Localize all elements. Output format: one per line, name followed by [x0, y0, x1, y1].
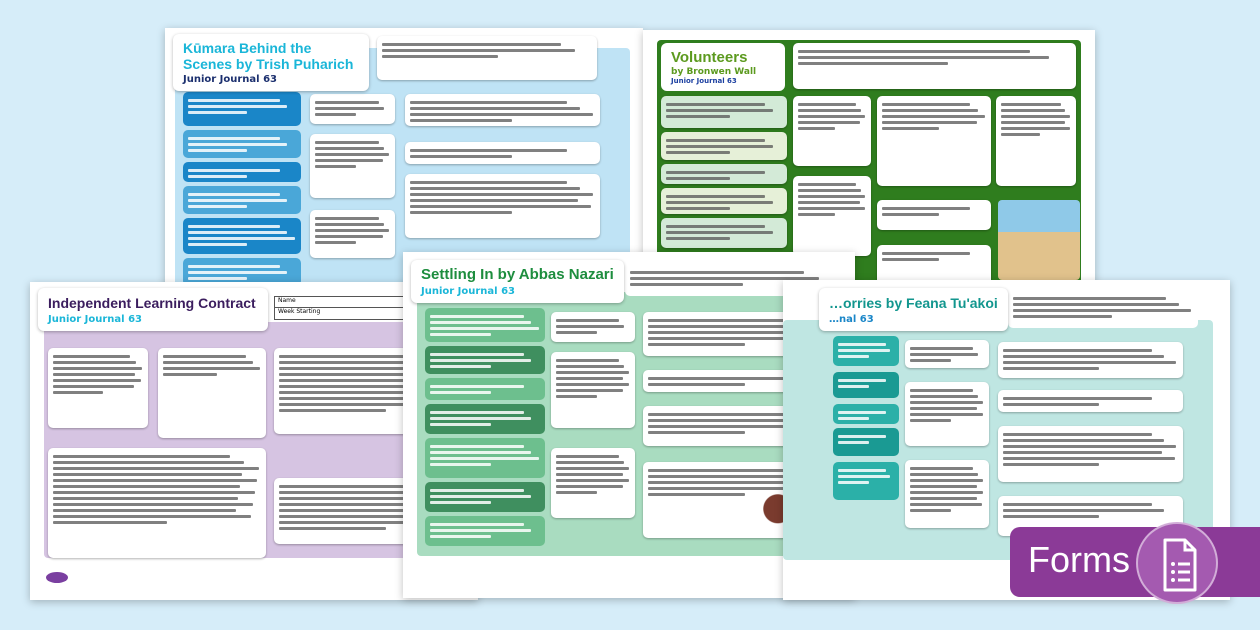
text-line: [910, 467, 973, 470]
text-line: [666, 225, 765, 228]
text-line: [188, 169, 280, 172]
worksheet-subtitle: Junior Journal 63: [671, 77, 737, 85]
worksheet-title: Kūmara Behind the Scenes by Trish Puharich: [183, 40, 354, 72]
text-line: [1001, 127, 1070, 130]
text-line: [1001, 109, 1065, 112]
text-line: [163, 355, 246, 358]
text-line: [910, 491, 983, 494]
text-line: [430, 423, 491, 426]
activity-card: [998, 426, 1183, 482]
activity-card: [996, 96, 1076, 186]
text-line: [315, 153, 389, 156]
text-line: [315, 229, 389, 232]
strategy-card: [833, 336, 899, 366]
text-line: [410, 155, 512, 158]
text-line: [188, 143, 287, 146]
text-line: [556, 461, 624, 464]
text-line: [430, 321, 531, 324]
worksheet-kumara: [165, 28, 643, 290]
text-line: [188, 199, 287, 202]
text-line: [163, 361, 253, 364]
text-line: [188, 205, 247, 208]
text-line: [1003, 463, 1099, 466]
text-line: [910, 503, 982, 506]
text-line: [648, 413, 798, 416]
text-line: [798, 183, 856, 186]
text-line: [556, 331, 597, 334]
activity-card: [793, 96, 871, 166]
text-line: [882, 207, 970, 210]
text-line: [53, 497, 238, 500]
text-line: [648, 469, 798, 472]
text-line: [410, 119, 512, 122]
worksheet-byline: by Bronwen Wall: [671, 67, 757, 77]
text-line: [430, 457, 539, 460]
text-line: [666, 237, 730, 240]
text-line: [410, 101, 567, 104]
text-line: [430, 353, 524, 356]
text-line: [410, 205, 591, 208]
activity-card: [405, 142, 600, 164]
text-line: [315, 217, 379, 220]
activity-card: [905, 340, 989, 368]
text-line: [556, 325, 624, 328]
text-line: [556, 371, 629, 374]
text-line: [1001, 133, 1040, 136]
text-line: [188, 105, 287, 108]
worksheet-title: Volunteers: [671, 49, 748, 66]
text-line: [882, 103, 970, 106]
text-line: [188, 175, 247, 178]
text-line: [1003, 457, 1175, 460]
text-line: [410, 211, 512, 214]
instructions: [377, 36, 597, 80]
text-line: [1001, 103, 1061, 106]
text-line: [882, 127, 939, 130]
text-line: [53, 367, 142, 370]
text-line: [1003, 367, 1099, 370]
forms-label: Forms: [1028, 539, 1130, 580]
activity-card: [310, 94, 395, 124]
activity-card: [405, 174, 600, 238]
worksheet-subtitle: …nal 63: [829, 314, 874, 325]
text-line: [1003, 515, 1099, 518]
worksheet-title: Independent Learning Contract: [48, 295, 256, 311]
text-line: [188, 111, 247, 114]
title-box: [819, 288, 1008, 331]
text-line: [666, 231, 773, 234]
strategy-card: [425, 308, 545, 342]
text-line: [838, 355, 869, 358]
text-line: [1003, 439, 1164, 442]
activity-card: [905, 460, 989, 528]
text-line: [1003, 355, 1164, 358]
strategy-card: [183, 186, 301, 214]
text-line: [315, 165, 356, 168]
text-line: [910, 485, 977, 488]
text-line: [430, 333, 491, 336]
text-line: [666, 139, 765, 142]
text-line: [430, 327, 539, 330]
text-line: [1003, 451, 1162, 454]
text-line: [188, 193, 280, 196]
text-line: [798, 213, 835, 216]
text-line: [430, 411, 524, 414]
text-line: [838, 469, 886, 472]
text-line: [556, 485, 623, 488]
activity-card: [158, 348, 266, 438]
text-line: [279, 409, 386, 412]
strategy-card: [661, 188, 787, 214]
text-line: [53, 473, 242, 476]
text-line: [798, 109, 861, 112]
text-line: [410, 149, 567, 152]
text-line: [556, 467, 629, 470]
text-line: [798, 201, 860, 204]
text-line: [188, 149, 247, 152]
text-line: [910, 407, 977, 410]
activity-card: [905, 382, 989, 446]
text-line: [666, 109, 773, 112]
text-line: [556, 359, 619, 362]
text-line: [838, 411, 886, 414]
strategy-card: [425, 378, 545, 400]
strategy-card: [661, 96, 787, 128]
text-line: [53, 515, 251, 518]
strategy-card: [183, 218, 301, 254]
text-line: [430, 489, 524, 492]
text-line: [910, 353, 978, 356]
text-line: [382, 43, 561, 46]
activity-card: [877, 96, 991, 186]
text-line: [315, 101, 379, 104]
text-line: [410, 113, 593, 116]
text-line: [430, 417, 531, 420]
text-line: [1013, 303, 1179, 306]
text-line: [382, 49, 575, 52]
text-line: [666, 177, 730, 180]
text-line: [315, 241, 356, 244]
text-line: [910, 389, 973, 392]
text-line: [163, 373, 217, 376]
activity-card: [877, 200, 991, 230]
text-line: [53, 503, 253, 506]
activity-card: [310, 134, 395, 198]
text-line: [430, 391, 491, 394]
strategy-card: [425, 346, 545, 374]
text-line: [188, 265, 280, 268]
text-line: [556, 491, 597, 494]
activity-card: [998, 342, 1183, 378]
text-line: [838, 385, 869, 388]
activity-card: [551, 352, 635, 428]
activity-card: [48, 348, 148, 428]
text-line: [188, 271, 287, 274]
text-line: [910, 359, 951, 362]
text-line: [798, 103, 856, 106]
worksheet-title: Settling In by Abbas Nazari: [421, 266, 614, 283]
text-line: [382, 55, 498, 58]
text-line: [53, 467, 259, 470]
text-line: [315, 159, 383, 162]
text-line: [666, 195, 765, 198]
text-line: [53, 385, 134, 388]
strategy-card: [661, 132, 787, 160]
text-line: [666, 151, 730, 154]
text-line: [556, 377, 623, 380]
text-line: [430, 445, 524, 448]
text-line: [315, 107, 384, 110]
text-line: [910, 413, 983, 416]
beach-illustration: [998, 200, 1080, 280]
text-line: [556, 455, 619, 458]
text-line: [315, 223, 384, 226]
text-line: [410, 193, 593, 196]
text-line: [1003, 361, 1176, 364]
strategy-card: [661, 218, 787, 248]
text-line: [666, 103, 765, 106]
title-box: [173, 34, 369, 91]
text-line: [882, 213, 939, 216]
forms-badge[interactable]: [1010, 527, 1260, 597]
text-line: [430, 523, 524, 526]
text-line: [910, 419, 951, 422]
worksheet-volunteers: [643, 30, 1095, 286]
text-line: [53, 373, 135, 376]
activity-card: [310, 210, 395, 258]
text-line: [279, 527, 386, 530]
text-line: [798, 207, 865, 210]
text-line: [53, 361, 136, 364]
text-line: [798, 50, 1030, 53]
strategy-card: [833, 404, 899, 424]
text-line: [188, 99, 280, 102]
text-line: [910, 509, 951, 512]
text-line: [556, 395, 597, 398]
text-line: [882, 121, 977, 124]
text-line: [188, 231, 287, 234]
text-line: [188, 225, 280, 228]
name-label: Name: [278, 297, 296, 304]
text-line: [315, 147, 384, 150]
worksheet-title: …orries by Feana Tu'akoi: [829, 295, 998, 311]
text-line: [666, 171, 765, 174]
text-line: [838, 349, 890, 352]
text-line: [430, 315, 524, 318]
twinkl-logo: [46, 572, 68, 583]
text-line: [838, 441, 869, 444]
text-line: [798, 127, 835, 130]
text-line: [163, 367, 260, 370]
text-line: [430, 451, 531, 454]
text-line: [556, 383, 629, 386]
text-line: [430, 501, 491, 504]
text-line: [556, 389, 623, 392]
text-line: [410, 107, 580, 110]
text-line: [882, 252, 970, 255]
instructions: [793, 43, 1076, 89]
strategy-card: [425, 482, 545, 512]
text-line: [648, 493, 745, 496]
text-line: [1013, 315, 1112, 318]
activity-card: [793, 176, 871, 256]
strategy-card: [833, 428, 899, 456]
text-line: [556, 479, 629, 482]
text-line: [556, 365, 624, 368]
text-line: [53, 455, 230, 458]
text-line: [910, 497, 977, 500]
activity-card: [998, 390, 1183, 412]
text-line: [1013, 297, 1166, 300]
text-line: [315, 113, 356, 116]
text-line: [648, 319, 798, 322]
activity-card: [551, 312, 635, 342]
text-line: [53, 485, 240, 488]
text-line: [188, 243, 247, 246]
form-document-icon: [1136, 522, 1218, 604]
text-line: [910, 473, 978, 476]
text-line: [882, 109, 978, 112]
text-line: [630, 271, 804, 274]
text-line: [430, 463, 491, 466]
text-line: [1003, 503, 1152, 506]
title-box: [661, 43, 785, 91]
strategy-card: [183, 162, 301, 182]
text-line: [838, 481, 869, 484]
text-line: [1003, 397, 1152, 400]
strategy-card: [661, 164, 787, 184]
text-line: [53, 491, 255, 494]
strategy-card: [183, 92, 301, 126]
text-line: [53, 379, 141, 382]
text-line: [188, 277, 247, 280]
text-line: [410, 187, 580, 190]
title-box: [38, 288, 268, 331]
text-line: [910, 395, 978, 398]
text-line: [188, 137, 280, 140]
text-line: [556, 319, 619, 322]
text-line: [630, 283, 743, 286]
activity-card: [551, 448, 635, 518]
strategy-card: [425, 516, 545, 546]
text-line: [798, 56, 1049, 59]
activity-card: [877, 245, 991, 285]
text-line: [798, 195, 865, 198]
text-line: [910, 401, 983, 404]
text-line: [798, 121, 860, 124]
text-line: [882, 258, 939, 261]
worksheet-subtitle: Junior Journal 63: [48, 314, 143, 325]
strategy-card: [833, 462, 899, 500]
activity-card: [405, 94, 600, 126]
text-line: [798, 189, 861, 192]
text-line: [556, 473, 623, 476]
instructions: [1008, 290, 1198, 328]
title-box: [411, 260, 624, 303]
text-line: [430, 359, 531, 362]
week-label: Week Starting: [278, 308, 321, 315]
text-line: [666, 201, 773, 204]
text-line: [430, 495, 531, 498]
text-line: [315, 235, 383, 238]
text-line: [1003, 433, 1152, 436]
text-line: [648, 343, 745, 346]
strategy-card: [425, 404, 545, 434]
text-line: [315, 141, 379, 144]
text-line: [666, 115, 730, 118]
text-line: [666, 145, 773, 148]
text-line: [910, 479, 983, 482]
text-line: [838, 417, 869, 420]
text-line: [410, 199, 578, 202]
worksheet-subtitle: Junior Journal 63: [183, 74, 278, 85]
text-line: [798, 62, 948, 65]
text-line: [838, 435, 886, 438]
text-line: [1001, 121, 1065, 124]
text-line: [838, 379, 886, 382]
text-line: [430, 535, 491, 538]
text-line: [53, 461, 244, 464]
text-line: [648, 383, 745, 386]
strategy-card: [425, 438, 545, 478]
text-line: [188, 237, 295, 240]
activity-card: [48, 448, 266, 558]
text-line: [838, 343, 886, 346]
text-line: [430, 529, 531, 532]
text-line: [666, 207, 730, 210]
text-line: [882, 115, 985, 118]
text-line: [1003, 349, 1152, 352]
text-line: [648, 431, 745, 434]
text-line: [1013, 309, 1191, 312]
text-line: [410, 181, 567, 184]
text-line: [648, 377, 798, 380]
text-line: [430, 365, 491, 368]
text-line: [53, 479, 257, 482]
text-line: [53, 521, 167, 524]
text-line: [910, 347, 973, 350]
text-line: [798, 115, 865, 118]
worksheet-subtitle: Junior Journal 63: [421, 286, 516, 297]
text-line: [53, 509, 236, 512]
text-line: [1003, 509, 1164, 512]
strategy-card: [183, 130, 301, 158]
strategy-card: [833, 372, 899, 398]
text-line: [1001, 115, 1070, 118]
text-line: [838, 475, 890, 478]
text-line: [430, 385, 524, 388]
text-line: [1003, 403, 1099, 406]
text-line: [1003, 445, 1176, 448]
text-line: [53, 391, 103, 394]
text-line: [53, 355, 130, 358]
